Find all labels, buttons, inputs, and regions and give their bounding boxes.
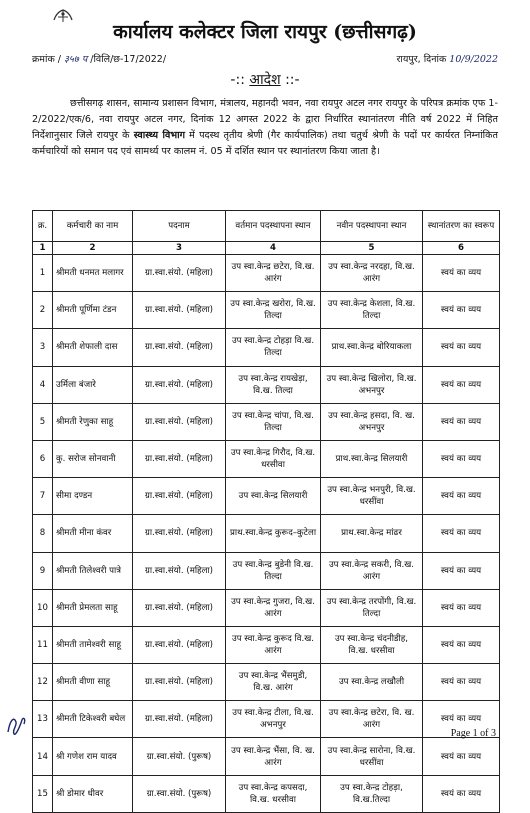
designation-cell: ग्रा.स्वा.संयो. (महिला) [133,366,226,403]
designation-cell: ग्रा.स्वा.संयो. (महिला) [133,403,226,440]
table-row [33,626,500,663]
designation-cell: ग्रा.स्वा.संयो. (महिला) [133,515,226,552]
employee-name-cell: श्रीमती टिकेश्वरी बघेल [53,701,133,738]
employee-name-cell: श्रीमती प्रेमलता साहू [53,589,133,626]
new-posting-cell: उप स्वा.केन्द्र टोहड़ा, वि.ख.तिल्दा [321,775,423,812]
table-row [33,552,500,589]
new-posting-cell: उप स्वा.केन्द्र केशला, वि.ख. तिल्दा [321,292,423,329]
table-row [33,329,500,366]
table-row [33,478,500,515]
serial-number-cell: 6 [33,440,53,477]
order-body-paragraph [32,96,498,160]
column-number-row [33,242,500,255]
designation-cell: ग्रा.स्वा.संयो. (महिला) [133,626,226,663]
order-heading-left: -:: [230,72,250,88]
transfer-type-cell: स्वयं का व्यय [423,664,500,701]
reference-number [32,52,166,65]
current-posting-cell: उप स्वा.केन्द्र रायखेड़ा, वि.ख. तिल्दा [226,366,321,403]
date-prefix: रायपुर, दिनांक [396,54,450,65]
new-posting-cell: उप स्वा.केन्द्र छटेरा, वि. ख. आरंग [321,701,423,738]
table-row [33,403,500,440]
current-posting-cell: उप स्वा.केन्द्र कुरूद वि.ख. आरंग [226,626,321,663]
table-row [33,589,500,626]
date-handwritten-value: 10/9/2022 [449,54,498,65]
transfer-type-cell: स्वयं का व्यय [423,738,500,775]
employee-name-cell: श्रीमती वीणा साहू [53,664,133,701]
order-body-part2: में पदस्थ तृतीय श्रेणी (गैर कार्यपालिक) तथा चतुर्थ श्रेणी के पदों पर कार्यरत निम्नांकित कर्मचारियों को समान पद एवं सामर्थ्य पर कालम नं. 05 में दर्शित स्थान पर स्थानांतरण किया जाता है। [32,130,499,157]
ref-handwritten-number: ३५७ प [63,54,88,65]
department-name: स्वास्थ्य विभाग [133,130,185,141]
column-number: 4 [226,242,321,255]
employee-name-cell: उर्मिला बंजारे [53,366,133,403]
new-posting-cell: उप स्वा.केन्द्र खिलोरा, वि.ख. अभनपुर [321,366,423,403]
designation-cell: ग्रा.स्वा.संयो. (महिला) [133,552,226,589]
header-new-posting: नवीन पदस्थापना स्थान [321,211,423,242]
transfer-type-cell: स्वयं का व्यय [423,701,500,738]
new-posting-cell: उप स्वा.केन्द्र नरदहा, वि.ख. आरंग [321,255,423,292]
current-posting-cell: उप स्वा.केन्द्र सिलयारी [226,478,321,515]
header-name: कर्मचारी का नाम [53,211,133,242]
employee-name-cell: श्री गणेश राम यादव [53,738,133,775]
designation-cell: ग्रा.स्वा.संयो. (महिला) [133,701,226,738]
transfer-type-cell: स्वयं का व्यय [423,478,500,515]
serial-number-cell: 15 [33,775,53,812]
employee-name-cell: सीमा दण्डन [53,478,133,515]
serial-number-cell: 11 [33,626,53,663]
page-number: Page 1 of 3 [450,728,496,739]
table-row [33,701,500,738]
designation-cell: ग्रा.स्वा.संयो. (महिला) [133,440,226,477]
designation-cell: ग्रा.स्वा.संयो. (महिला) [133,478,226,515]
signature-mark [4,712,30,738]
table-row [33,255,500,292]
column-number: 2 [53,242,133,255]
serial-number-cell: 1 [33,255,53,292]
new-posting-cell: उप स्वा.केन्द्र भनपुरी, वि.ख. धरसींवा [321,478,423,515]
employee-name-cell: श्रीमती मीना कंवर [53,515,133,552]
designation-cell: ग्रा.स्वा.संयो. (महिला) [133,664,226,701]
employee-name-cell: श्रीमती तामेश्वरी साहू [53,626,133,663]
serial-number-cell: 8 [33,515,53,552]
transfer-type-cell: स्वयं का व्यय [423,329,500,366]
current-posting-cell: उप स्वा.केन्द्र भैंसमुडी, वि.ख. आरंग [226,664,321,701]
current-posting-cell: उप स्वा.केन्द्र चांपा, वि.ख. तिल्दा [226,403,321,440]
transfer-type-cell: स्वयं का व्यय [423,255,500,292]
transfer-table [32,210,500,813]
reference-line [32,52,498,68]
header-sno: क्र. [33,211,53,242]
current-posting-cell: उप स्वा.केन्द्र कपसदा, वि.ख. धरसीवा [226,775,321,812]
table-row [33,366,500,403]
office-title: कार्यालय कलेक्टर जिला रायपुर (छत्तीसगढ़) [113,21,417,43]
table-row [33,440,500,477]
column-number: 3 [133,242,226,255]
current-posting-cell: उप स्वा.केन्द्र बुडेनी वि.ख. तिल्दा [226,552,321,589]
transfer-type-cell: स्वयं का व्यय [423,366,500,403]
serial-number-cell: 14 [33,738,53,775]
employee-name-cell: श्रीमती धनमत मलागर [53,255,133,292]
new-posting-cell: प्राथ.स्वा.केन्द्र मांढर [321,515,423,552]
order-heading-right: ::- [280,72,300,88]
column-number: 1 [33,242,53,255]
serial-number-cell: 2 [33,292,53,329]
transfer-type-cell: स्वयं का व्यय [423,552,500,589]
serial-number-cell: 3 [33,329,53,366]
column-number: 5 [321,242,423,255]
transfer-type-cell: स्वयं का व्यय [423,626,500,663]
current-posting-cell: प्राथ.स्वा.केन्द्र कुरूद–कुटेला [226,515,321,552]
current-posting-cell: उप स्वा.केन्द्र टीला, वि.ख. अभनपुर [226,701,321,738]
serial-number-cell: 7 [33,478,53,515]
new-posting-cell: उप स्वा.केन्द्र सारोना, वि.ख. धरसींवा [321,738,423,775]
column-number: 6 [423,242,500,255]
employee-name-cell: श्री डोमार धीवर [53,775,133,812]
designation-cell: ग्रा.स्वा.संयो. (महिला) [133,589,226,626]
current-posting-cell: उप स्वा.केन्द्र टोहड़ा वि.ख. तिल्दा [226,329,321,366]
employee-name-cell: कु. सरोज सोनवानी [53,440,133,477]
designation-cell: ग्रा.स्वा.संयो. (महिला) [133,292,226,329]
new-posting-cell: प्राथ.स्वा.केन्द्र बोरियाकला [321,329,423,366]
employee-name-cell: श्रीमती तिलेश्वरी पात्रे [53,552,133,589]
new-posting-cell: उप स्वा.केन्द्र तरपोंगी, वि.ख. तिल्दा [321,589,423,626]
new-posting-cell: उप स्वा.केन्द्र हसदा, वि. ख. अभनपुर [321,403,423,440]
table-row [33,775,500,812]
header-current-posting: वर्तमान पदस्थापना स्थान [226,211,321,242]
current-posting-cell: उप स्वा.केन्द्र भैंसा, वि. ख. आरंग [226,738,321,775]
transfer-type-cell: स्वयं का व्यय [423,403,500,440]
current-posting-cell: उप स्वा.केन्द्र खरोरा, वि.ख. तिल्दा [226,292,321,329]
employee-name-cell: श्रीमती रेणुका साहू [53,403,133,440]
order-body-part1: छत्तीसगढ़ शासन, सामान्य प्रशासन विभाग, मंत्रालय, महानदी भवन, नवा रायपुर अटल नगर रायपुर के परिपत्र क्रमांक एफ 1-2/2022/एक/6, नवा रायपुर अटल नगर, दिनांक 12 अगस्त 2022 के द्वारा निर्धारित स्थानांतरण नीति वर्ष 2022 में निहित निर्देशानुसार जिले रायपुर के [32,98,498,141]
current-posting-cell: उप स्वा.केन्द्र छटेरा, वि.ख. आरंग [226,255,321,292]
current-posting-cell: उप स्वा.केन्द्र गिरौद, वि.ख. धरसीवा [226,440,321,477]
new-posting-cell: उप स्वा.केन्द्र चंदनीडीह, वि.ख. धरसीवा [321,626,423,663]
serial-number-cell: 10 [33,589,53,626]
serial-number-cell: 12 [33,664,53,701]
order-heading-word: आदेश [249,72,281,88]
new-posting-cell: प्राथ.स्वा.केन्द्र सिलयारी [321,440,423,477]
new-posting-cell: उप स्वा.केन्द्र सकरी, वि.ख. आरंग [321,552,423,589]
table-row [33,664,500,701]
designation-cell: ग्रा.स्वा.संयो. (पुरूष) [133,738,226,775]
employee-name-cell: श्रीमती शेफाली दास [53,329,133,366]
table-row [33,292,500,329]
designation-cell: ग्रा.स्वा.संयो. (महिला) [133,255,226,292]
serial-number-cell: 5 [33,403,53,440]
transfer-type-cell: स्वयं का व्यय [423,589,500,626]
ref-suffix: /विलि/छ-17/2022/ [87,54,167,65]
current-posting-cell: उप स्वा.केन्द्र गुजरा, वि.ख. आरंग [226,589,321,626]
serial-number-cell: 13 [33,701,53,738]
order-body-text [32,96,498,160]
serial-number-cell: 4 [33,366,53,403]
order-heading [0,70,530,89]
new-posting-cell: उप स्वा.केन्द्र लखौली [321,664,423,701]
serial-number-cell: 9 [33,552,53,589]
transfer-type-cell: स्वयं का व्यय [423,292,500,329]
transfer-type-cell: स्वयं का व्यय [423,440,500,477]
transfer-type-cell: स्वयं का व्यय [423,775,500,812]
designation-cell: ग्रा.स्वा.संयो. (पुरूष) [133,775,226,812]
employee-name-cell: श्रीमती पूर्णिमा टंडन [53,292,133,329]
ref-prefix: क्रमांक / [32,54,64,65]
header-transfer-type: स्थानांतरण का स्वरूप [423,211,500,242]
header-post: पदनाम [133,211,226,242]
designation-cell: ग्रा.स्वा.संयो. (महिला) [133,329,226,366]
table-header-row [33,211,500,242]
table-row [33,515,500,552]
order-date [397,52,498,65]
transfer-type-cell: स्वयं का व्यय [423,515,500,552]
